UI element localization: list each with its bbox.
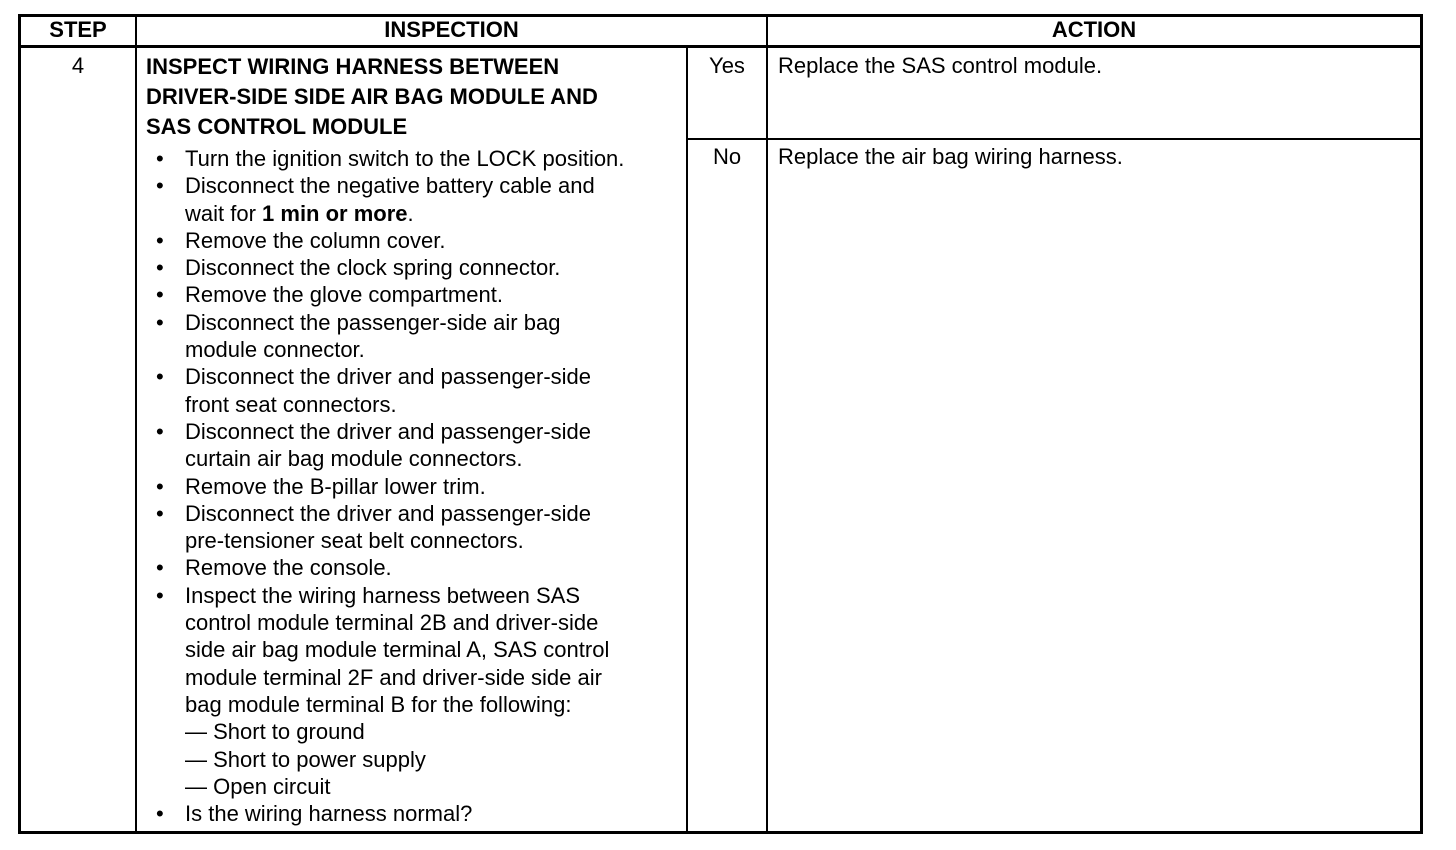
inspection-title-line-1: INSPECT WIRING HARNESS BETWEEN	[146, 54, 560, 79]
column-divider	[135, 14, 137, 834]
procedure-step-text: .	[407, 200, 414, 226]
procedure-step	[152, 582, 624, 800]
bullet-glyph: •	[156, 255, 164, 281]
procedure-step-text: Disconnect the negative battery cable and	[185, 173, 595, 199]
procedure-step-text: bag module terminal B for the following:	[185, 691, 572, 717]
bullet-glyph: •	[156, 418, 164, 444]
procedure-step	[152, 473, 624, 500]
procedure-step-text: pre-tensioner seat belt connectors.	[185, 528, 524, 554]
procedure-step-text: control module terminal 2B and driver-side	[185, 610, 599, 636]
condition-item: — Open circuit	[185, 773, 331, 799]
procedure-step	[152, 363, 624, 418]
procedure-step-text: Disconnect the driver and passenger-side	[185, 500, 592, 526]
procedure-step	[152, 500, 624, 555]
header-action: ACTION	[1051, 17, 1137, 42]
header-step: STEP	[49, 17, 107, 42]
procedure-step-text: Remove the column cover.	[185, 227, 446, 253]
condition-item: — Short to power supply	[185, 746, 426, 772]
inspection-title-line-3: SAS CONTROL MODULE	[146, 114, 408, 139]
bullet-glyph: •	[156, 500, 164, 526]
procedure-step	[152, 281, 624, 308]
column-divider	[766, 14, 768, 834]
procedure-step-text: module terminal 2F and driver-side side air	[185, 664, 602, 690]
action-no: Replace the air bag wiring harness.	[778, 144, 1123, 169]
bullet-glyph: •	[156, 582, 164, 608]
procedure-step-text: Inspect the wiring harness between SAS	[185, 582, 581, 608]
action-yes: Replace the SAS control module.	[778, 53, 1103, 78]
header-inspection: INSPECTION	[384, 17, 519, 42]
bullet-glyph: •	[156, 173, 164, 199]
procedure-step-text: module connector.	[185, 337, 365, 363]
bullet-glyph: •	[156, 801, 164, 827]
bullet-glyph: •	[156, 309, 164, 335]
procedure-step-text: side air bag module terminal A, SAS control	[185, 637, 610, 663]
emphasis-text: 1 min or more	[262, 200, 408, 226]
procedure-step	[152, 254, 624, 281]
procedure-step-text: Turn the ignition switch to the LOCK position.	[185, 146, 625, 171]
condition-item: — Short to ground	[185, 719, 365, 745]
bullet-glyph: •	[156, 364, 164, 390]
procedure-step	[152, 554, 624, 581]
answer-no: No	[712, 144, 742, 169]
procedure-step	[152, 227, 624, 254]
procedure-list	[152, 145, 624, 827]
procedure-step-text: front seat connectors.	[185, 391, 397, 417]
procedure-step-text: curtain air bag module connectors.	[185, 446, 523, 472]
procedure-step-text: Disconnect the driver and passenger-side	[185, 364, 592, 390]
procedure-step	[152, 145, 624, 172]
inspection-title-line-2: DRIVER-SIDE SIDE AIR BAG MODULE AND	[146, 84, 598, 109]
procedure-step-text: Remove the B-pillar lower trim.	[185, 473, 486, 499]
procedure-step-text: wait for	[185, 200, 263, 226]
result-divider	[686, 138, 1423, 140]
procedure-step	[152, 309, 624, 364]
answer-yes: Yes	[709, 53, 745, 78]
bullet-glyph: •	[156, 473, 164, 499]
procedure-step	[152, 172, 624, 227]
procedure-step	[152, 418, 624, 473]
procedure-step	[152, 800, 624, 827]
procedure-step-text: Disconnect the passenger-side air bag	[185, 309, 561, 335]
procedure-step-text: Remove the glove compartment.	[185, 282, 503, 308]
bullet-glyph: •	[156, 146, 164, 171]
procedure-step-text: Remove the console.	[185, 555, 392, 581]
procedure-step-text: Disconnect the driver and passenger-side	[185, 418, 592, 444]
step-number: 4	[71, 53, 85, 78]
bullet-glyph: •	[156, 555, 164, 581]
header-divider	[18, 45, 1423, 48]
procedure-step-text: Disconnect the clock spring connector.	[185, 255, 561, 281]
bullet-glyph: •	[156, 227, 164, 253]
procedure-step-text: Is the wiring harness normal?	[185, 801, 473, 827]
bullet-glyph: •	[156, 282, 164, 308]
